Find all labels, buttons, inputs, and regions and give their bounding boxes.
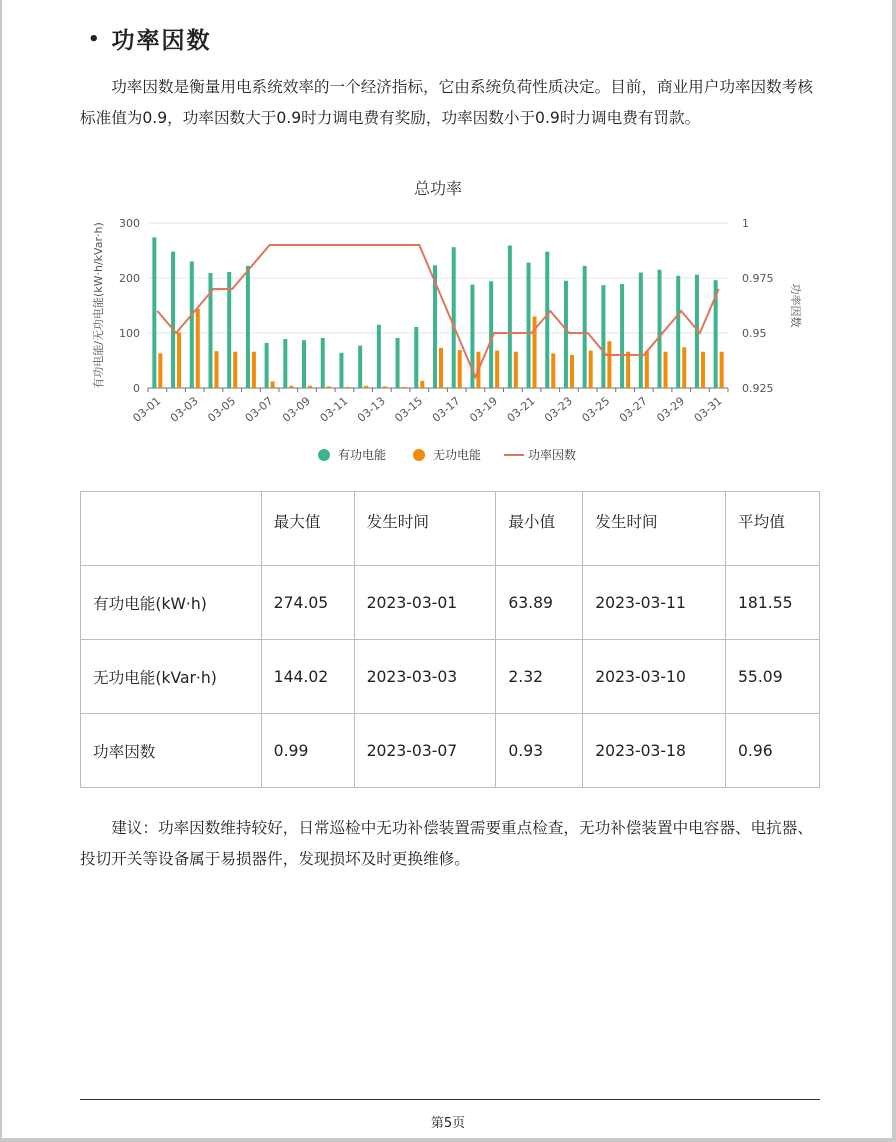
reactive-energy-bar: [158, 353, 162, 388]
reactive-energy-bar: [682, 347, 686, 388]
x-tick-label: 03-09: [280, 394, 313, 425]
active-energy-bar: [396, 338, 400, 388]
y-tick-label: 0: [133, 382, 140, 395]
legend-label: 功率因数: [528, 448, 577, 462]
active-energy-bar: [601, 285, 605, 388]
table-cell: 55.09: [726, 640, 820, 714]
table-cell: 功率因数: [81, 714, 262, 788]
advice-paragraph: 建议：功率因数维持较好，日常巡检中无功补偿装置需要重点检查，无功补偿装置中电容器、电抗器、投切开关等设备属于易损器件，发现损坏及时更换维修。: [80, 819, 813, 868]
table-cell: 2.32: [496, 640, 583, 714]
heading-bullet: •: [88, 29, 102, 50]
reactive-energy-bar: [664, 352, 668, 388]
table-cell: 63.89: [496, 566, 583, 640]
active-energy-bar: [302, 340, 306, 388]
table-header-cell: 最小值: [496, 492, 583, 566]
reactive-energy-bar: [345, 387, 349, 388]
x-tick-label: 03-27: [616, 394, 650, 425]
section-title: 功率因数: [111, 28, 212, 54]
reactive-energy-bar: [214, 351, 218, 388]
x-tick-label: 03-31: [691, 394, 725, 425]
active-energy-bar: [377, 325, 381, 388]
reactive-energy-bar: [570, 355, 574, 388]
active-energy-bar: [527, 263, 531, 388]
reactive-energy-bar: [720, 352, 724, 388]
table-row: [81, 640, 820, 714]
table-cell: 2023-03-01: [354, 566, 496, 640]
x-tick-label: 03-03: [167, 394, 201, 425]
active-energy-bar: [676, 276, 680, 388]
active-energy-bar: [283, 339, 287, 388]
active-energy-bar: [321, 338, 325, 388]
power-chart: [88, 172, 818, 477]
reactive-energy-bar: [289, 386, 293, 388]
legend-marker: [413, 449, 425, 461]
reactive-energy-bar: [177, 332, 181, 388]
active-energy-bar: [452, 247, 456, 388]
table-row: [81, 566, 820, 640]
table-header-cell: [81, 492, 262, 566]
table-cell: 0.99: [261, 714, 354, 788]
x-tick-label: 03-21: [504, 394, 538, 425]
table-cell: 0.93: [496, 714, 583, 788]
reactive-energy-bar: [252, 352, 256, 388]
table-cell: 2023-03-11: [583, 566, 726, 640]
x-tick-label: 03-17: [429, 394, 463, 425]
x-tick-label: 03-05: [205, 394, 239, 425]
reactive-energy-bar: [439, 348, 443, 388]
reactive-energy-bar: [402, 387, 406, 388]
reactive-energy-bar: [233, 352, 237, 388]
active-energy-bar: [639, 273, 643, 389]
active-energy-bar: [190, 262, 194, 389]
reactive-energy-bar: [645, 351, 649, 388]
table-cell: 2023-03-18: [583, 714, 726, 788]
power-chart-svg: [88, 172, 818, 477]
table-header-cell: 最大值: [261, 492, 354, 566]
footer-divider: [80, 1099, 820, 1100]
x-tick-label: 03-29: [654, 394, 688, 425]
reactive-energy-bar: [308, 386, 312, 388]
y2-axis-title: 功率因数: [789, 283, 802, 328]
reactive-energy-bar: [327, 386, 331, 388]
page-number: 第5页: [430, 1116, 466, 1131]
y2-tick-label: 0.95: [742, 327, 767, 340]
table-cell: 144.02: [261, 640, 354, 714]
reactive-energy-bar: [551, 353, 555, 388]
reactive-energy-bar: [701, 352, 705, 388]
reactive-energy-bar: [607, 341, 611, 388]
reactive-energy-bar: [420, 381, 424, 388]
reactive-energy-bar: [458, 350, 462, 388]
legend-label: 有功电能: [338, 448, 387, 462]
table-row: [81, 714, 820, 788]
active-energy-bar: [358, 346, 362, 388]
active-energy-bar: [171, 252, 175, 388]
table-cell: 2023-03-07: [354, 714, 496, 788]
active-energy-bar: [564, 281, 568, 388]
active-energy-bar: [339, 353, 343, 388]
x-tick-label: 03-23: [542, 394, 575, 425]
reactive-energy-bar: [383, 386, 387, 388]
intro-paragraph: 功率因数是衡量用电系统效率的一个经济指标，它由系统负荷性质决定。目前，商业用户功率因数考核标准值为0.9，功率因数大于0.9时力调电费有奖励，功率因数小于0.9时力调电费有罚款。: [80, 78, 813, 127]
active-energy-bar: [246, 266, 250, 388]
table-cell: 有功电能(kW·h): [81, 566, 262, 640]
table-header-row: [81, 492, 820, 566]
reactive-energy-bar: [514, 352, 518, 388]
active-energy-bar: [414, 327, 418, 388]
table-header-cell: 发生时间: [354, 492, 496, 566]
table-cell: 2023-03-03: [354, 640, 496, 714]
table-cell: 2023-03-10: [583, 640, 726, 714]
active-energy-bar: [583, 266, 587, 388]
power-factor-line: [157, 245, 718, 377]
active-energy-bar: [508, 246, 512, 388]
reactive-energy-bar: [271, 381, 275, 388]
y-tick-label: 300: [119, 217, 140, 230]
stats-table: [80, 491, 820, 788]
x-tick-label: 03-15: [392, 394, 426, 425]
active-energy-bar: [545, 252, 549, 388]
table-cell: 181.55: [726, 566, 820, 640]
report-page: [2, 0, 892, 1138]
reactive-energy-bar: [626, 352, 630, 388]
y-tick-label: 100: [119, 327, 140, 340]
y-axis-title: 有功电能/无功电能(kW·h/kVar·h): [92, 222, 105, 389]
reactive-energy-bar: [495, 351, 499, 388]
x-tick-label: 03-07: [242, 394, 276, 425]
section-heading: [88, 22, 212, 55]
y2-tick-label: 0.975: [742, 272, 774, 285]
table-header-cell: 平均值: [726, 492, 820, 566]
chart-title: 总功率: [413, 179, 463, 198]
x-tick-label: 03-13: [354, 394, 388, 425]
active-energy-bar: [620, 284, 624, 388]
reactive-energy-bar: [589, 351, 593, 388]
legend-marker: [318, 449, 330, 461]
table-cell: 无功电能(kVar·h): [81, 640, 262, 714]
y2-tick-label: 1: [742, 217, 749, 230]
x-tick-label: 03-01: [130, 394, 164, 425]
table-header-cell: 发生时间: [583, 492, 726, 566]
active-energy-bar: [658, 270, 662, 388]
x-tick-label: 03-19: [467, 394, 501, 425]
reactive-energy-bar: [196, 309, 200, 388]
active-energy-bar: [265, 343, 269, 388]
x-tick-label: 03-11: [317, 394, 351, 425]
table-cell: 0.96: [726, 714, 820, 788]
reactive-energy-bar: [364, 386, 368, 388]
legend-label: 无功电能: [433, 448, 482, 462]
table-cell: 274.05: [261, 566, 354, 640]
x-tick-label: 03-25: [579, 394, 613, 425]
active-energy-bar: [152, 237, 156, 388]
y2-tick-label: 0.925: [742, 382, 774, 395]
y-tick-label: 200: [119, 272, 140, 285]
